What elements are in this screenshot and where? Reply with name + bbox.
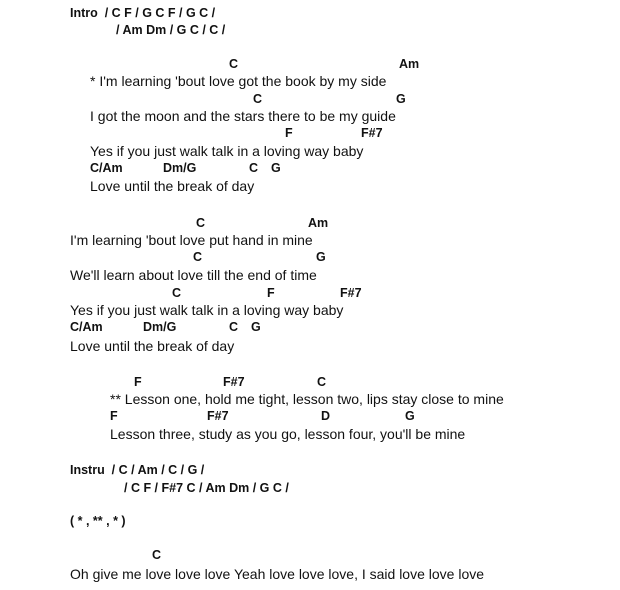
instru-line-2: / C F / F#7 C / Am Dm / G C / [124,481,289,495]
chord: C [193,250,203,264]
lyric-line: I'm learning 'bout love put hand in mine [70,232,313,248]
lyric-line: We'll learn about love till the end of time [70,267,317,283]
chord: F#7 [207,409,229,423]
lyric-line: Yes if you just walk talk in a loving way baby [70,302,344,318]
chord: F#7 [361,126,383,140]
chord: C/Am [70,320,103,334]
chord: C [196,216,206,230]
chord: Am [308,216,329,230]
chord: D [321,409,331,423]
intro-line-1: Intro / C F / G C F / G C / [70,6,216,20]
chord: Dm/G [143,320,177,334]
lyric-line: ** Lesson one, hold me tight, lesson two, lips stay close to mine [110,391,504,407]
instru-line-1: Instru / C / Am / C / G / [70,463,205,477]
chord: C [229,57,239,71]
chord: C/Am [90,161,123,175]
repeat-marker: ( * , ** , * ) [70,514,126,528]
chord: F#7 [340,286,362,300]
lyric-line: * I'm learning 'bout love got the book by my side [90,73,387,89]
chord: C [249,161,259,175]
chord: G [405,409,415,423]
chord: Dm/G [163,161,197,175]
chord: C [253,92,263,106]
chord: F [134,375,142,389]
lyric-line: Love until the break of day [70,338,235,354]
chord: G [396,92,406,106]
chord: C [152,548,162,562]
chord: C [229,320,239,334]
intro-line-2: / Am Dm / G C / C / [116,23,226,37]
chord: G [316,250,326,264]
lyric-line: Lesson three, study as you go, lesson four, you'll be mine [110,426,466,442]
chord: F [267,286,275,300]
lyric-line: Oh give me love love love Yeah love love love, I said love love love [70,566,485,582]
chord: C [317,375,327,389]
chord: Am [399,57,420,71]
chord: G [271,161,281,175]
lyric-line: Love until the break of day [90,178,255,194]
chord: G [251,320,261,334]
chord: C [172,286,182,300]
lyric-line: I got the moon and the stars there to be my guide [90,108,396,124]
chord: F#7 [223,375,245,389]
chord: F [285,126,293,140]
chord: F [110,409,118,423]
lyric-line: Yes if you just walk talk in a loving way baby [90,143,364,159]
